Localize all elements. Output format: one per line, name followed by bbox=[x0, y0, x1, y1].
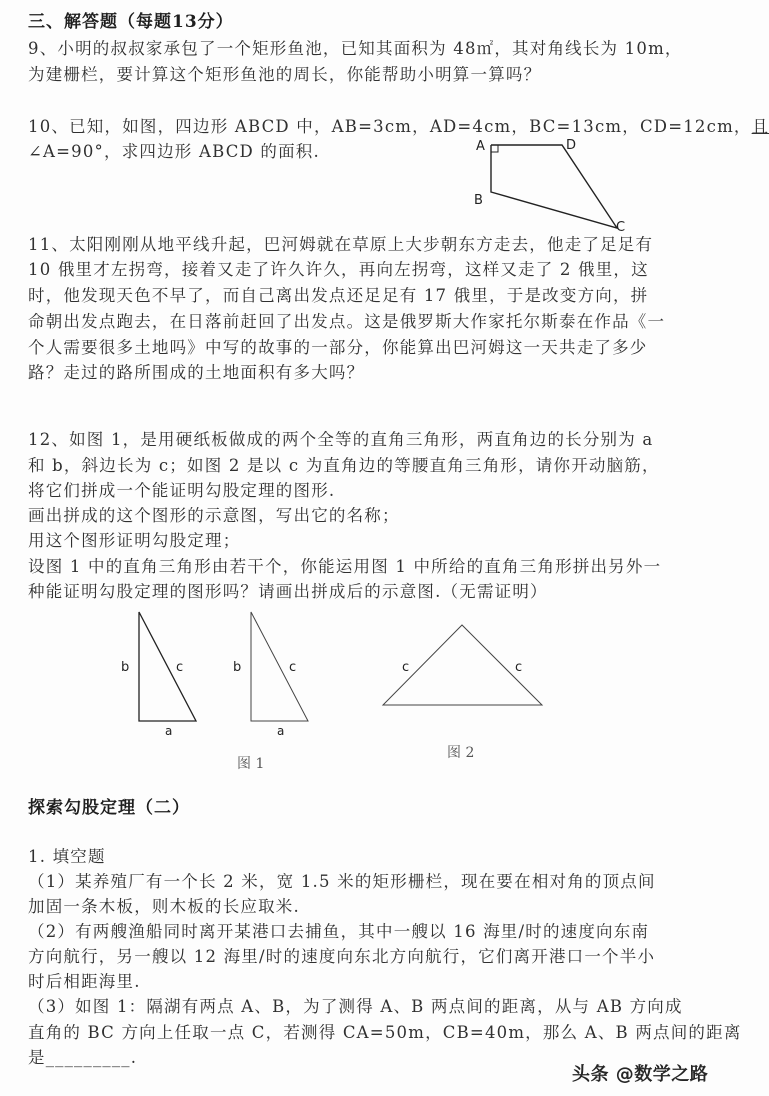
vertex-label-a: A bbox=[476, 139, 485, 154]
q9-line-2: 为建栅栏，要计算这个矩形鱼池的周长，你能帮助小明算一算吗？ bbox=[28, 65, 542, 84]
vertex-label-b: B bbox=[474, 193, 483, 208]
q11-line-4: 命朝出发点跑去，在日落前赶回了出发点。这是俄罗斯大作家托尔斯泰在作品《一 bbox=[28, 312, 666, 331]
q12-line-1: 12、如图 1，是用硬纸板做成的两个全等的直角三角形，两直角边的长分别为 a bbox=[28, 430, 654, 449]
q11-line-3: 时，他发现天色不早了，而自己离出发点还足足有 17 俄里，于是改变方向，拼 bbox=[28, 286, 649, 305]
q11-line-6: 路？走过的路所围成的土地面积有多大吗？ bbox=[28, 363, 365, 382]
fig2-label-right-c: c bbox=[515, 660, 523, 675]
vertex-label-c: C bbox=[616, 220, 626, 235]
figure-1-triangle-2 bbox=[251, 612, 308, 721]
q10-line-2: ∠A=90°，求四边形 ABCD 的面积. bbox=[28, 142, 320, 161]
fill-item-1-line-1: （1）某养殖厂有一个长 2 米，宽 1.5 米的矩形栅栏，现在要在相对角的顶点间 bbox=[28, 872, 656, 891]
tri1-label-b: b bbox=[121, 660, 130, 675]
tri2-label-c: c bbox=[289, 660, 297, 675]
q12-line-7: 种能证明勾股定理的图形吗？请画出拼成后的示意图.（无需证明） bbox=[28, 582, 548, 601]
fig2-label-left-c: c bbox=[402, 660, 410, 675]
fill-in-blank-heading: 1. 填空题 bbox=[28, 847, 106, 866]
section-heading-explore-pythagoras: 探索勾股定理（二） bbox=[28, 798, 190, 818]
fill-item-2-line-2: 方向航行，另一艘以 12 海里/时的速度向东北方向航行，它们离开港口一个半小 bbox=[28, 947, 656, 966]
figure-2-caption: 图 2 bbox=[447, 745, 475, 761]
fill-item-2-line-3: 时后相距海里. bbox=[28, 972, 141, 991]
vertex-label-d: D bbox=[566, 138, 577, 153]
q12-line-5: 用这个图形证明勾股定理； bbox=[28, 531, 241, 550]
figure-1-caption: 图 1 bbox=[237, 756, 265, 772]
figure-1-triangle-1 bbox=[139, 612, 196, 721]
fill-item-3-line-3: 是_________. bbox=[28, 1048, 138, 1067]
tri2-label-b: b bbox=[233, 660, 242, 675]
q11-line-1: 11、太阳刚刚从地平线升起，巴河姆就在草原上大步朝东方走去，他走了足足有 bbox=[28, 235, 654, 254]
q12-line-2: 和 b，斜边长为 c；如图 2 是以 c 为直角边的等腰直角三角形，请你开动脑筋， bbox=[28, 456, 660, 475]
tri1-label-a: a bbox=[165, 724, 173, 738]
fill-item-3-line-2: 直角的 BC 方向上任取一点 C，若测得 CA=50m，CB=40m，那么 A、B 两点间的距离 bbox=[28, 1023, 742, 1042]
q12-line-4: 画出拼成的这个图形的示意图，写出它的名称； bbox=[28, 506, 400, 525]
watermark: 头条 @数学之路 bbox=[572, 1064, 709, 1085]
q10-line-1-end: 且 bbox=[751, 117, 769, 136]
tri1-label-c: c bbox=[176, 660, 184, 675]
q12-line-6: 设图 1 中的直角三角形由若干个，你能运用图 1 中所给的直角三角形拼出另外一 bbox=[28, 557, 662, 576]
fill-item-1-line-2: 加固一条木板，则木板的长应取米. bbox=[28, 897, 300, 916]
q11-line-2: 10 俄里才左拐弯，接着又走了许久许久，再向左拐弯，这样又走了 2 俄里，这 bbox=[28, 260, 649, 279]
q12-line-3: 将它们拼成一个能证明勾股定理的图形. bbox=[28, 481, 336, 500]
fill-item-2-line-1: （2）有两艘渔船同时离开某港口去捕鱼，其中一艘以 16 海里/时的速度向东南 bbox=[28, 922, 650, 941]
q11-line-5: 个人需要很多土地吗》中写的故事的一部分，你能算出巴河姆这一天共走了多少 bbox=[28, 338, 648, 357]
q9-line-1: 9、小明的叔叔家承包了一个矩形鱼池，已知其面积为 48㎡，其对角线长为 10m， bbox=[28, 39, 683, 58]
q10-line-1-text: 10、已知，如图，四边形 ABCD 中，AB=3cm，AD=4cm，BC=13cm，CD=12cm， bbox=[28, 117, 752, 136]
section-heading-answer-questions: 三、解答题（每题13分） bbox=[28, 12, 234, 32]
fill-item-3-line-1: （3）如图 1：隔湖有两点 A、B，为了测得 A、B 两点间的距离，从与 AB 方向成 bbox=[28, 997, 683, 1016]
tri2-label-a: a bbox=[277, 724, 285, 738]
